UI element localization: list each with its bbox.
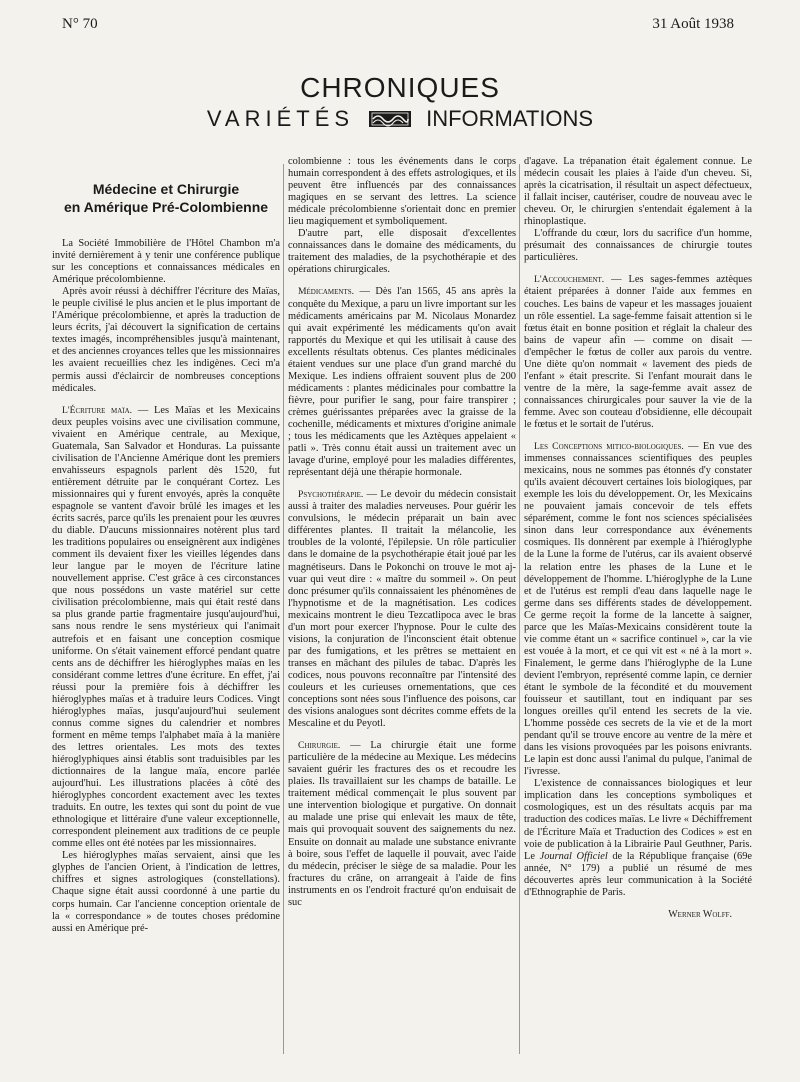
- section-paragraph: [288, 489, 516, 730]
- section-text: — La chirurgie était une forme particulière de la médecine au Mexique. Les médecins savaient guérir les fractures des os et recoudre les plaies. Ils travaillaient sur les champs de bataille. Le traitement médical commençait le plus souvent par une intervention biologique et purgative. On donnait au malade une prise qui enlevait les maux de tête, mais qui provoquait souvent des saignements du nez. Ensuite on donnait au malade une substance enivrante à boire, sous l'effet de laquelle il pouvait, avec l'aide du médecin, préciser le siège de sa maladie. Pour les fractures du crâne, on arrangeait à l'aide de fins instruments en os l'endroit fracturé qu'on enduisait de suc: [288, 740, 516, 908]
- article-columns: [52, 156, 752, 1061]
- paragraph: La Société Immobilière de l'Hôtel Chambon m'a invité dernièrement à y tenir une conférence publique sur les conceptions et connaissances médicales en Amérique précolombienne.: [52, 238, 280, 286]
- paragraph: Les hiéroglyphes maïas servaient, ainsi que les glyphes de l'ancien Orient, à l'indication de lettres, chiffres et signes astrologiques (constellations). Chaque signe était aussi coordonné à une partie du corps humain. Car l'ancienne conception orientale de la « correspondance » de toutes choses prédomine aussi en Amérique pré-: [52, 850, 280, 934]
- paragraph: [524, 778, 752, 898]
- section-text: — Les sages-femmes aztèques étaient préparées à donner l'aide aux femmes en couches. Les bains de vapeur et les massages jouaient un rôle essentiel. La sage-femme faisait attention si le fœtus était en bonne position et réglait la chaleur des bains de vapeur afin — comme on disait — d'empêcher le fœtus de coller aux parois du ventre. Une diète qu'on nommait « lavement des pieds de l'enfant » était prescrite. Si l'enfant mourait dans le ventre de la mère, la sage-femme avait assez de connaissances chirurgicales pour sauver la vie de la femme. Avec son couteau d'obsidienne, elle découpait le fœtus et le sortait de l'utérus.: [524, 274, 752, 430]
- masthead-subtitle: [0, 106, 800, 132]
- column-divider: [283, 164, 284, 1054]
- section-text: — Dès l'an 1565, 45 ans après la conquête du Mexique, a paru un livre important sur les médicaments américains par M. Nicolaus Monardez qui avait expérimenté les médicaments qu'on avait rapportés du Mexique et qui les utilisait à cause des excellents résultats obtenus. Ces plantes médicinales étaient vendues sur une place d'un grand marché du Mexique. Les indiens offraient souvent plus de 200 médicaments : plantes médicinales pour combattre la fièvre, pour purifier le sang, pour faire transpirer ; crèmes guérissantes préparées avec la graisse de la cochenille, médicaments et mixtures d'origine animale ; tous les médicaments que les Aztèques appelaient « patli ». Très connu était aussi un traitement avec un lavage d'urine, employé pour les maladies différentes, représentant déjà une thérapie hormonale.: [288, 286, 516, 479]
- article-title: [52, 180, 280, 216]
- section-heading: Chirurgie.: [298, 740, 341, 752]
- column-divider: [519, 164, 520, 1054]
- section-paragraph: [52, 405, 280, 851]
- section-text: — Le devoir du médecin consistait aussi à traiter des maladies nerveuses. Pour guérir les convulsions, le médecin préparait un bain avec différentes plantes. Il traitait la mélancolie, les troubles de la volonté, l'épilepsie. Un rôle particulier dans le domaine de la psychothérapie était joué par les magnétiseurs. Dans le Pokonchi on trouve le mot aj-vuar qui veut dire : « maître du sommeil ». On peut donc présumer qu'ils connaissaient les phénomènes de l'hypnotisme et de la magnétisation. Les codices mexicains montrent le dieu Tezcatlipoca avec le bras d'un mort pour exercer l'hypnose. Pour le culte des visions, la conjuration de l'inconscient était obtenue par des fumigations, et les prêtres se mettaient en transes en mâchant des pilules de tabac. D'après les codices, nous pouvons reconnaître par l'intensité des couleurs et les curieuses ornementations, que ces conceptions sont nées sous l'influence des poisons, car des visions analogues sont décrites comme effets de la Mescaline et du Peyotl.: [288, 489, 516, 730]
- section-heading: Psychothérapie.: [298, 489, 364, 501]
- column-2: [288, 156, 516, 1061]
- section-paragraph: [288, 286, 516, 479]
- paragraph: colombienne : tous les événements dans le corps humain correspondent à des effets astrologiques, et ils peuvent être influencés par des connaissances magiques en se servant des lettres. La science médicale précolombienne s'orientait donc en premier lieu magiquement et symboliquement.: [288, 156, 516, 228]
- masthead-left-word: VARIÉTÉS: [206, 106, 355, 131]
- issue-date: 31 Août 1938: [652, 16, 734, 32]
- paragraph: L'offrande du cœur, lors du sacrifice d'un homme, présumait des connaissances de chirurgie toutes particulières.: [524, 228, 752, 264]
- paragraph: d'agave. La trépanation était également connue. Le médecin cousait les plaies à l'aide d'un cheveu. Si, après la cicatrisation, il résultait un aspect défectueux, il fallait inciser, cautériser, coudre de nouveau avec le cheveu. Or, le chirurgien s'entendait également à la rhinoplastique.: [524, 156, 752, 228]
- journal-title: Journal Officiel: [539, 850, 608, 862]
- section-heading: L'Écriture maïa.: [62, 404, 133, 416]
- section-text: — En vue des immenses connaissances scientifiques des peuples mexicains, nous ne sommes pas étonnés d'y constater qu'ils avaient découvert certaines lois biologiques, par exemple les lois du développement. Or, les Mexicains ne pouvaient jamais concevoir de tels effets séparément, comme le font nos sciences spécialisées sinon dans leur correspondance aux événements cosmiques. Ils donnèrent par exemple à l'hiéroglyphe de la Lune la forme de l'utérus, car ils avaient observé la relation entre les phases de la Lune et le développement de l'homme. L'hiéroglyphe de la Lune et de l'utérus est rempli d'eau dans laquelle nage le germe dans ses différents stades de développement. Ce germe reçoit la forme de la lancette à saigner, parce que les Maïas-Mexicains considèrent toute la vie comme étant un « sacrifice continuel », car la vie est vouée à la mort, et ce qui vit est « né à la mort ». Finalement, le germe dans l'hiéroglyphe de la Lune devient l'embryon, représenté comme lapin, ce dernier étant le symbole de la fécondité et du mouvement fouisseur et sautillant, tout en indiquant par ses longues oreilles qu'il entend les secrets de la vie. L'homme possède ces secrets de la vie et de la mort pendant qu'il se trouve encore au ventre de la mère et dans les visions provoquées par les poisons enivrants. Le lapin est donc aussi l'animal du pulque, l'animal de l'ivresse.: [524, 441, 752, 778]
- section-heading: L'Accouchement.: [534, 274, 605, 286]
- article-title-line1: Médecine et Chirurgie: [92, 181, 240, 197]
- section-paragraph: [524, 441, 752, 778]
- masthead-title: CHRONIQUES: [300, 72, 500, 103]
- text-run: de la République française (69e année, N° 179) a publié un résumé de mes découvertes après leur communication à la Société d'Ethnographie de Paris.: [524, 850, 752, 898]
- article-title-line2: en Amérique Pré-Colombienne: [63, 199, 269, 215]
- masthead: [0, 72, 800, 132]
- author-signature: Werner Wolff.: [668, 908, 732, 920]
- paragraph: Après avoir réussi à déchiffrer l'écriture des Maïas, le peuple civilisé le plus ancien et le plus important de l'Amérique précolombienne, et après la traduction de leurs écrits, j'ai découvert la signification de certains textes imagés, incompréhensibles jusqu'à maintenant, et des anciennes croyances telles que les missionnaires les avaient recueillies chez les indigènes. Ceci m'a permis aussi d'éclaircir de nombreuses conceptions médicales.: [52, 286, 280, 394]
- issue-number: N° 70: [62, 16, 98, 32]
- section-paragraph: [288, 740, 516, 909]
- column-3: [524, 156, 752, 1061]
- paragraph: D'autre part, elle disposait d'excellentes connaissances dans le domaine des médicaments, du traitement des maladies, de la psychothérapie et des opérations chirurgicales.: [288, 228, 516, 276]
- section-heading: Médicaments.: [298, 286, 355, 298]
- text-run: L'existence de connaissances biologiques et leur implication dans les conceptions symboliques et cosmologiques, est un des résultats acquis par ma traduction des codices maïas. Le livre « Déchiffrement de l'Écriture Maïa et Traduction des Codices » est en voie de publication à la Librairie Paul Geuthner, Paris. Le: [524, 778, 752, 862]
- masthead-right-word: INFORMATIONS: [426, 106, 594, 131]
- section-heading: Les Conceptions mitico-biologiques.: [534, 441, 684, 453]
- ornament-icon: [368, 110, 412, 128]
- section-paragraph: [524, 274, 752, 431]
- section-text: — Les Maïas et les Mexicains deux peuples voisins avec une civilisation commune, vivaient en Amérique centrale, au Mexique, Guatemala, San Salvador et Honduras. La puissante civilisation de l'Ancienne Amérique dont les premiers envahisseurs espagnols parlent dès 1520, fut entièrement détruite par le conquérant Cortez. Les missionnaires qui y furent envoyés, après la conquête espagnole se vantent d'avoir brûlé les images et les écrits sacrés, parce qu'ils les prenaient pour les œuvres du diable. D'aucuns missionnaires notèrent plus tard les traditions populaires ou enseignèrent aux indigènes comment ils devaient fixer les vieilles légendes dans leur langue par le moyen de l'écriture latine nouvellement apprise. C'est grâce à ces circonstances que nous possédons un vaste matériel sur cette civilisation précolombienne, mais qui était resté dans sa plus grande partie fragmentaire jusqu'aujourd'hui, sans nous rendre le sens mystérieux qui l'animait autrefois et en faisant une conception cosmique uniforme. On s'était vainement efforcé pendant quatre cents ans de déchiffrer les hiéroglyphes maïas en les considérant comme lettres d'une écriture. En effet, j'ai réussi pour la première fois à déchiffrer les hiéroglyphes maïas et à traduire leurs Codices. Vingt hiéroglyphes maïas, jusqu'aujourd'hui seulement connus comme signes du calendrier et nombres forment en même temps l'alphabet maïa à la manière des lettres orientales. Les mots des textes hiéroglyphiques ainsi établis sont traduisibles par les dictionnaires de la langue maïa, encore parlée aujourd'hui. Les illustrations placées à côté des hiéroglyphes concordent exactement avec les textes traduits. En outre, les textes qui sont du point de vue ethnologique et littéraire d'une valeur exceptionnelle, correspondent pleinement aux traditions de ce peuple comme elles ont été notées par les missionnaires.: [52, 404, 280, 850]
- column-1: [52, 156, 280, 1061]
